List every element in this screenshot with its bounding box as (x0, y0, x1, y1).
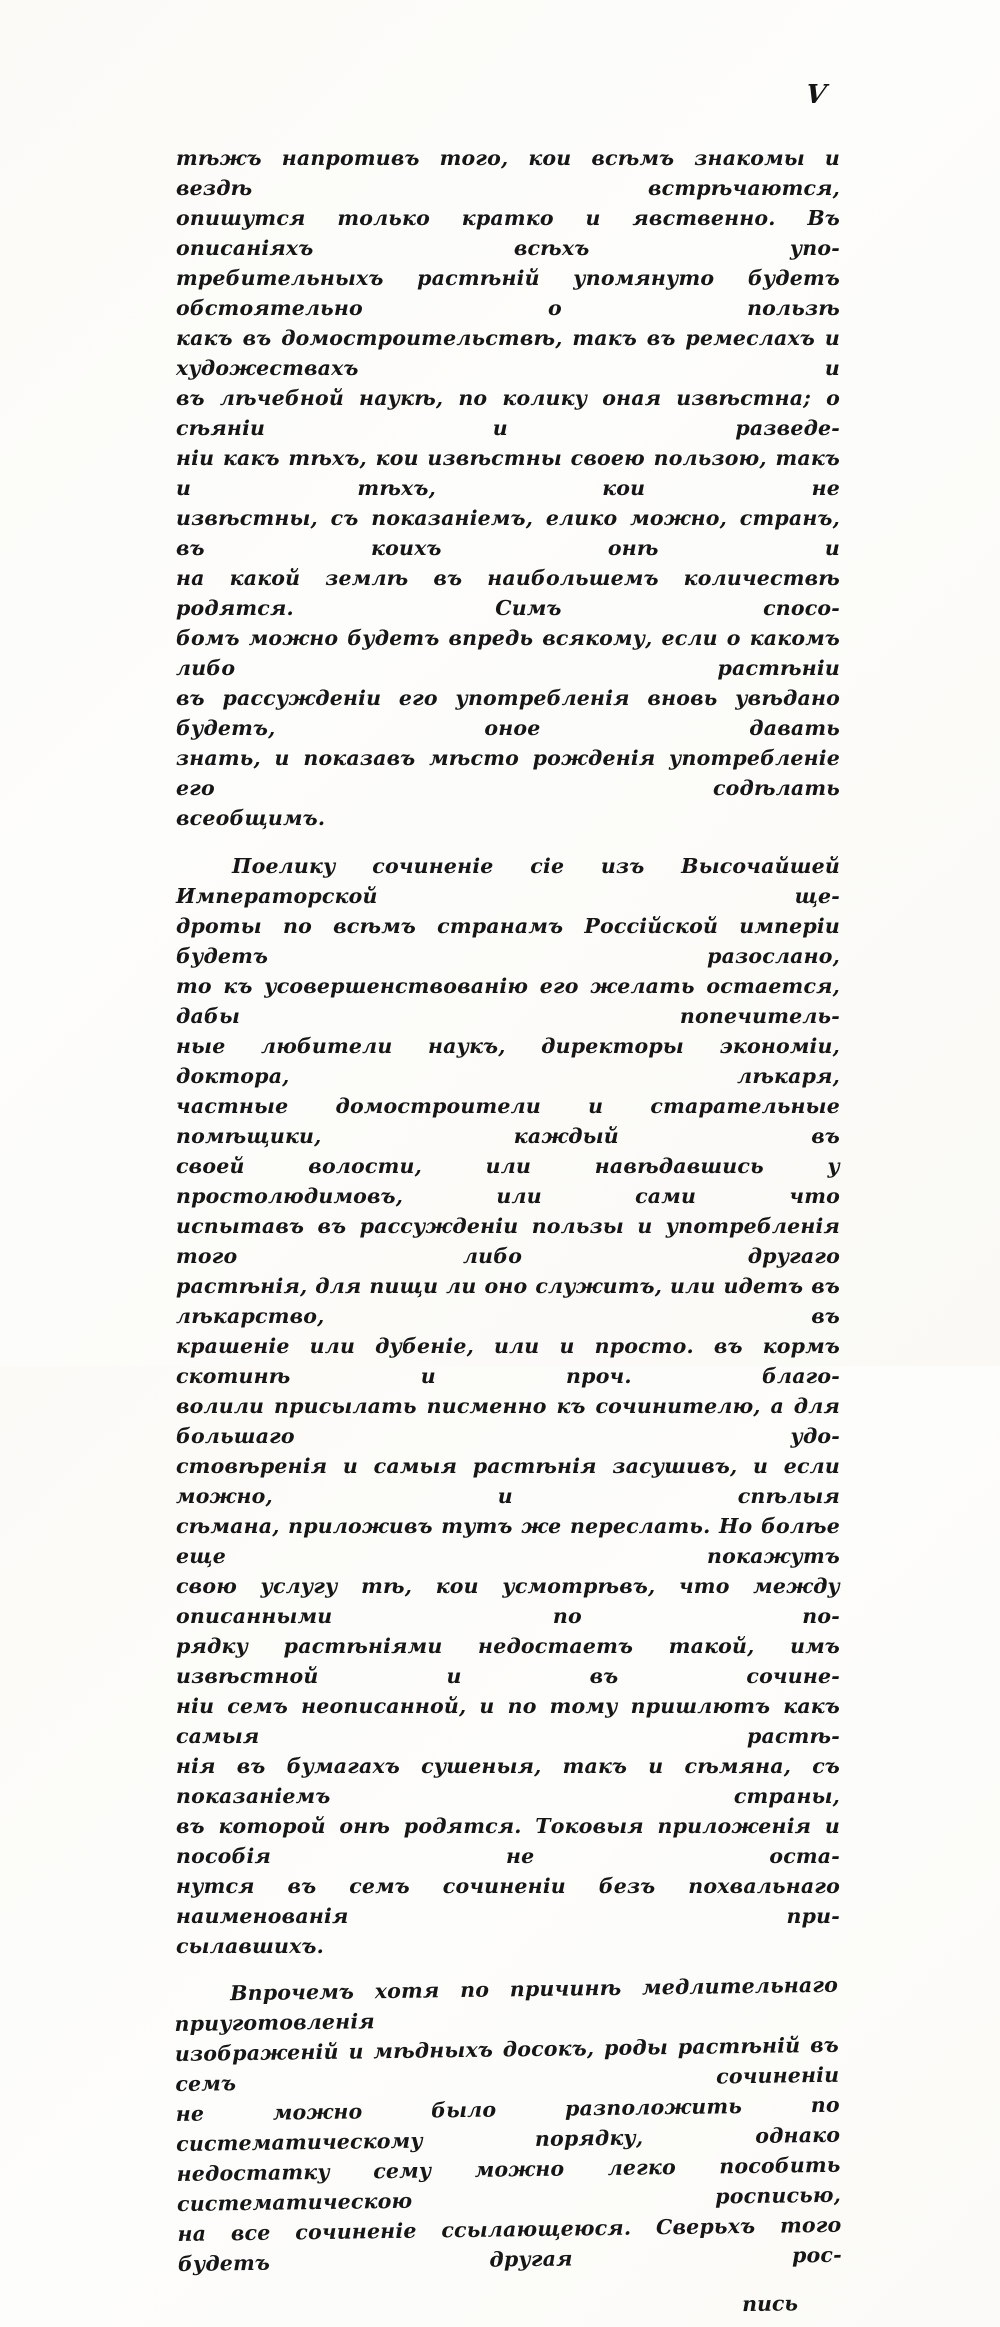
catchword: пись (741, 2291, 799, 2317)
text-line: въ лѣчебной наукѣ, по колику оная извѣстна; о сѣяніи и разведе- (176, 386, 840, 440)
text-line: Впрочемъ хотя по причинѣ медлительнаго приуготовленія (174, 1972, 839, 2037)
text-line: ніи какъ тѣхъ, кои извѣстны своею пользою, такъ и тѣхъ, кои не (176, 446, 840, 500)
text-line: недостатку сему можно легко пособить систематическою росписью, (176, 2152, 842, 2216)
text-line: Поелику сочиненіе сіе изъ Высочайшей Императорской ще- (176, 854, 840, 908)
text-line: знать, и показавъ мѣсто рожденія употребленіе его содѣлать (176, 746, 840, 800)
text-line: нутся въ семъ сочиненіи безъ похвальнаго наименованія при- (176, 1874, 840, 1928)
text-line: частные домостроители и старательные помѣщики, каждый въ (176, 1094, 840, 1148)
text-line: сылавшихъ. (176, 1934, 324, 1958)
text-line: ніи семъ неописанной, и по тому пришлютъ какъ самыя растѣ- (176, 1694, 840, 1748)
page-number: V (804, 80, 828, 110)
text-line: дроты по всѣмъ странамъ Россійской имперіи будетъ разослано, (176, 914, 840, 968)
text-line: извѣстны, съ показаніемъ, елико можно, странъ, въ коихъ онѣ и (176, 506, 840, 560)
text-line: ные любители наукъ, директоры экономіи, доктора, лѣкаря, (176, 1034, 840, 1088)
text-line: нія въ бумагахъ сушеныя, такъ и сѣмяна, съ показаніемъ страны, (176, 1754, 840, 1808)
paragraph-1 (176, 143, 840, 833)
paragraph-3 (174, 1970, 842, 2279)
text-line: испытавъ въ рассужденіи пользы и употребленія того либо другаго (176, 1214, 840, 1268)
text-line: въ рассужденіи его употребленія вновь увѣдано будетъ, оное давать (176, 686, 840, 740)
text-line: какъ въ домостроительствѣ, такъ въ ремеслахъ и художествахъ и (176, 326, 840, 380)
text-line: волили присылать писменно къ сочинителю, а для большаго удо- (176, 1394, 840, 1448)
text-line: растѣнія, для пищи ли оно служитъ, или идетъ въ лѣкарство, въ (176, 1274, 840, 1328)
text-line: стовѣренія и самыя растѣнія засушивъ, и если можно, и спѣлыя (176, 1454, 840, 1508)
text-line: изображеній и мѣдныхъ досокъ, роды растѣній въ семъ сочиненіи (174, 2032, 840, 2097)
text-line: тѣжъ напротивъ того, кои всѣмъ знакомы и вездѣ встрѣчаются, (176, 146, 840, 200)
text-line: то къ усовершенствованію его желать остается, дабы попечитель- (176, 974, 840, 1028)
text-line: требительныхъ растѣній упомянуто будетъ обстоятельно о пользѣ (176, 266, 840, 320)
text-line: на все сочиненіе ссылающеюся. Сверьхъ того будетъ другая рос- (177, 2212, 842, 2276)
text-line: сѣмана, приложивъ тутъ же переслать. Но болѣе еще покажутъ (176, 1514, 840, 1568)
text-line: бомъ можно будетъ впредь всякому, если о какомъ либо растѣніи (176, 626, 840, 680)
text-line: всеобщимъ. (176, 806, 326, 830)
text-line: рядку растѣніями недостаетъ такой, имъ извѣстной и въ сочине- (176, 1634, 840, 1688)
text-line: на какой землѣ въ наибольшемъ количествѣ родятся. Симъ спосо- (176, 566, 840, 620)
paragraph-2 (176, 851, 840, 1961)
text-line: своей волости, или навѣдавшись у простолюдимовъ, или сами что (176, 1154, 840, 1208)
text-line: въ которой онѣ родятся. Токовыя приложенія и пособія не оста- (176, 1814, 840, 1868)
text-block (176, 143, 840, 2327)
text-line: крашеніе или дубеніе, или и просто. въ кормъ скотинѣ и проч. благо- (176, 1334, 840, 1388)
text-line: свою услугу тѣ, кои усмотрѣвъ, что между описанными по по- (176, 1574, 840, 1628)
text-line: не можно было разположить по систематическому порядку, однако (175, 2092, 841, 2156)
text-line: опишутся только кратко и явственно. Въ описаніяхъ всѣхъ упо- (176, 206, 840, 260)
